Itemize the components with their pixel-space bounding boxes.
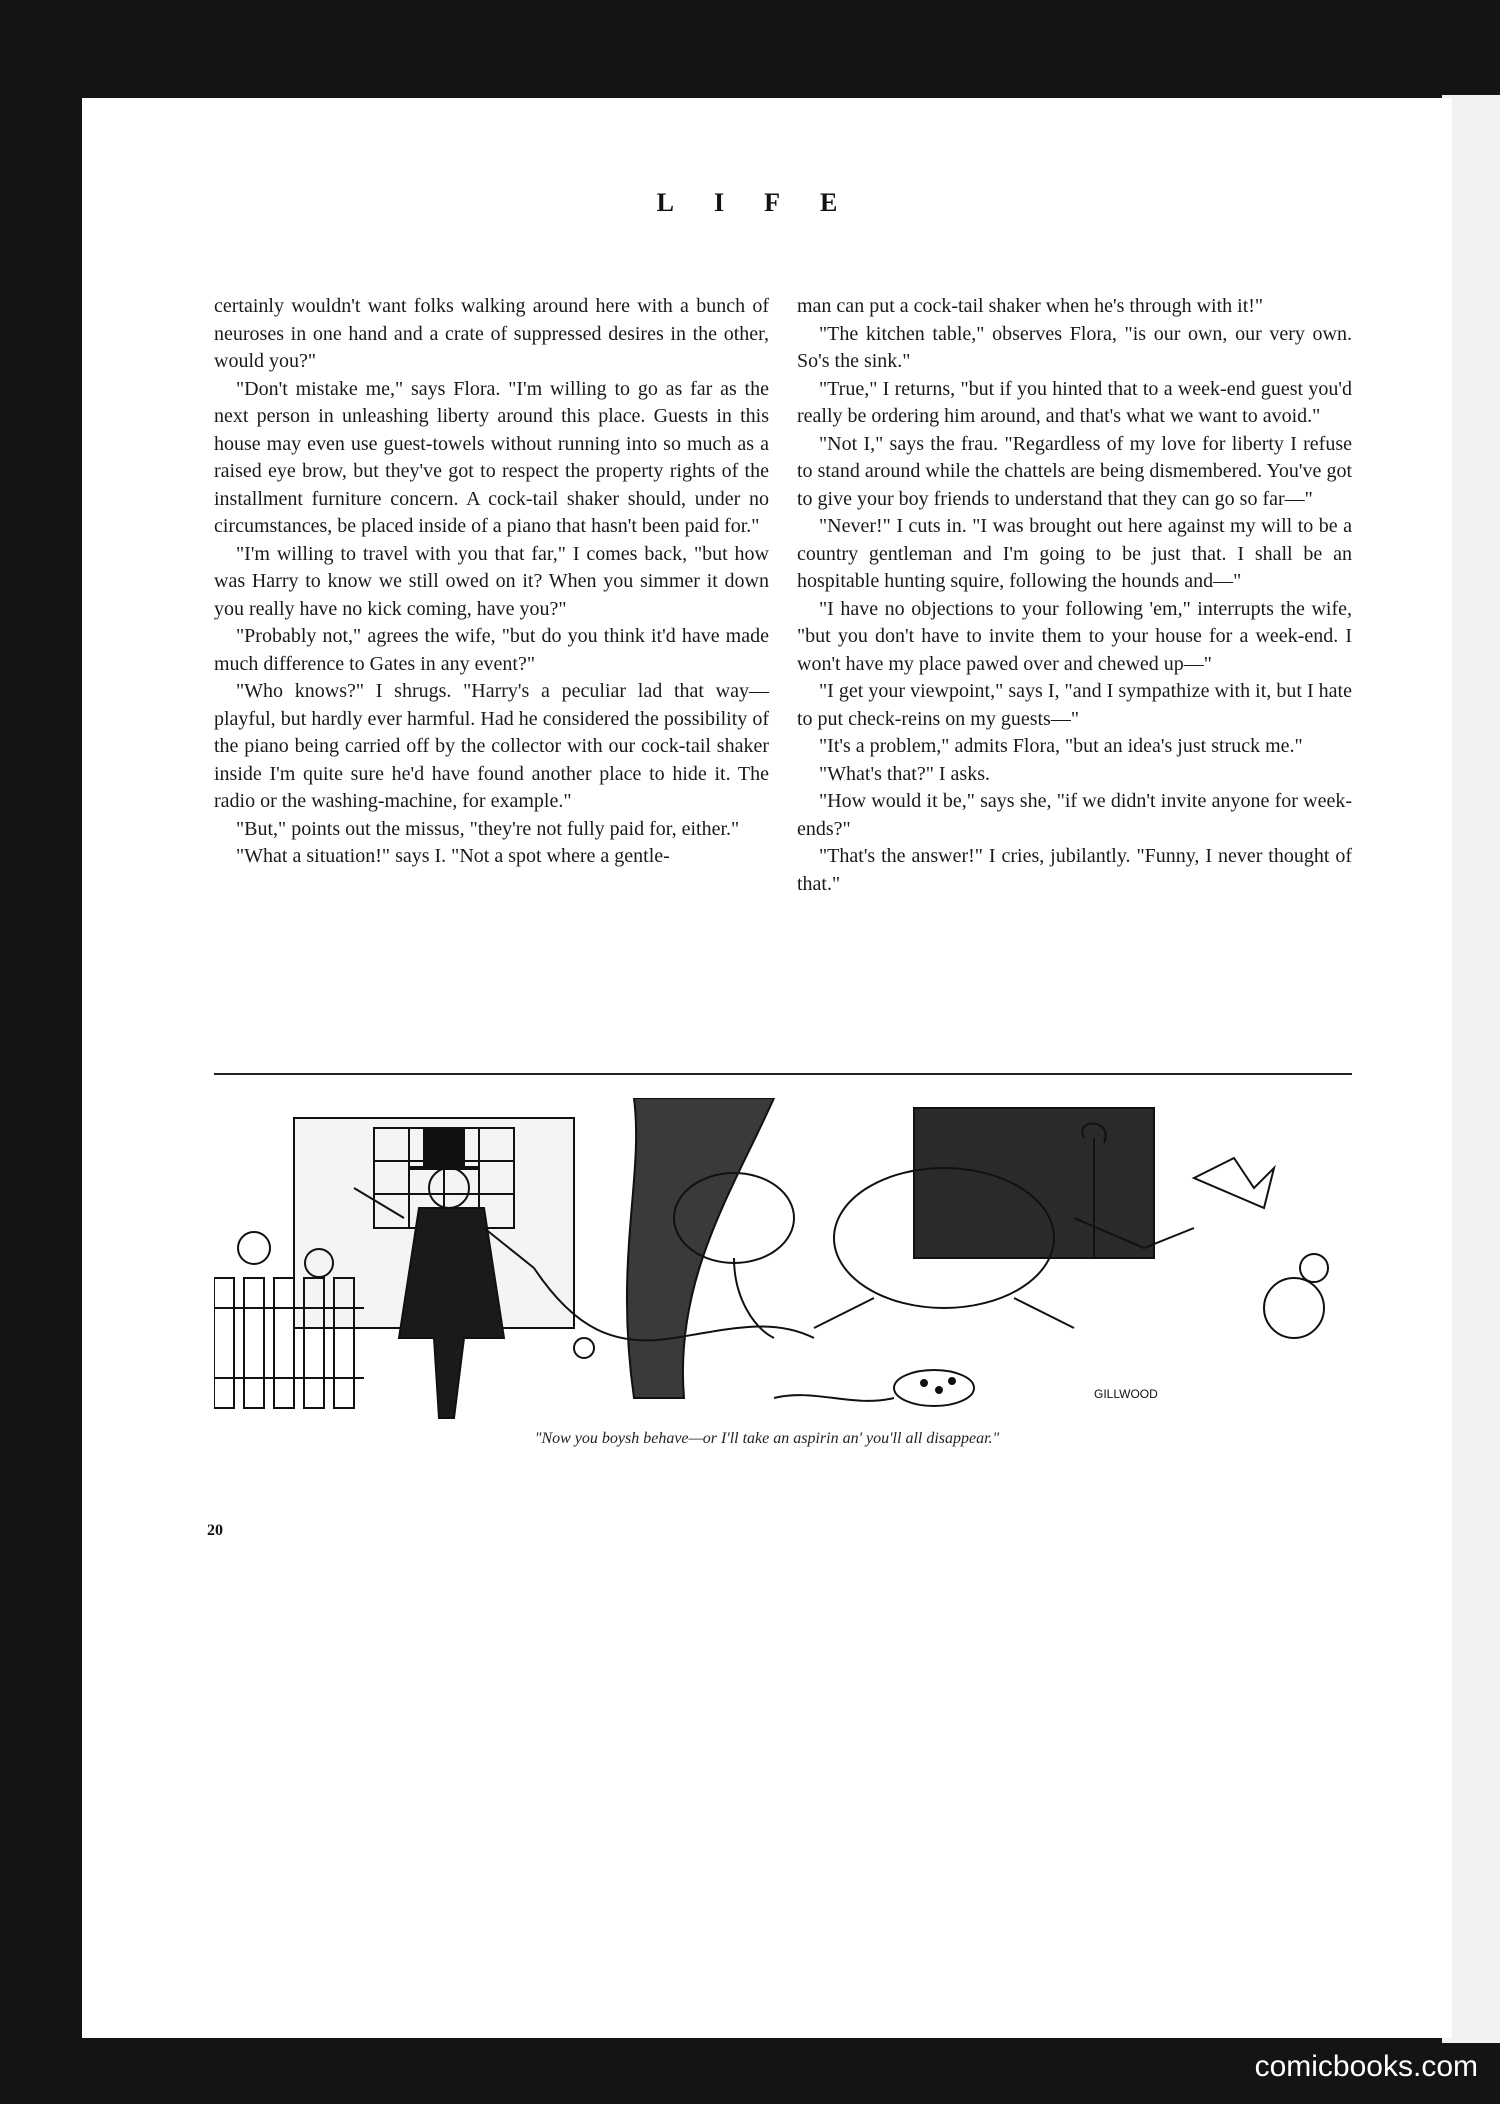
page-number: 20: [207, 1522, 223, 1539]
paragraph: "Not I," says the frau. "Regardless of my love for liberty I refuse to stand around while the chattels are being dismembered. You've got to give your boy friends to understand that they can go so far—": [797, 432, 1352, 510]
paragraph: certainly wouldn't want folks walking around here with a bunch of neuroses in one hand and a crate of suppressed desires in the other, would you?": [214, 295, 769, 372]
paragraph: "It's a problem," admits Flora, "but an idea's just struck me.": [819, 735, 1303, 757]
cartoon-caption: "Now you boysh behave—or I'll take an aspirin an' you'll all disappear.": [534, 1430, 1000, 1447]
paragraph: "I have no objections to your following 'em," interrupts the wife, "but you don't have to invite them to your house for a week-end. I won't have my place pawed over and chewed up—": [797, 597, 1352, 675]
paragraph: "What a situation!" says I. "Not a spot where a gentle-: [236, 845, 670, 867]
paragraph: "I'm willing to travel with you that far," I comes back, "but how was Harry to know we still owed on it? When you simmer it down you really have no kick coming, have you?": [214, 542, 769, 620]
paragraph: "Who knows?" I shrugs. "Harry's a peculiar lad that way—playful, but hardly ever harmful. Had he considered the possibility of the piano being carried off by the collector with our cock-tail shaker inside I'm quite sure he'd have found another place to hide it. The radio or the washing-machine, for example.": [214, 680, 769, 812]
magazine-page: [82, 98, 1452, 2038]
masthead: LIFE: [656, 188, 878, 217]
site-watermark: comicbooks.com: [1254, 2050, 1478, 2083]
paragraph: "How would it be," says she, "if we didn't invite anyone for week-ends?": [797, 790, 1352, 840]
left-text-column: [214, 293, 769, 871]
paragraph: "Probably not," agrees the wife, "but do you think it'd have made much difference to Gates in any event?": [214, 625, 769, 675]
paragraph: "That's the answer!" I cries, jubilantly. "Funny, I never thought of that.": [797, 845, 1352, 895]
paragraph: "What's that?" I asks.: [819, 762, 990, 785]
paragraph: "Never!" I cuts in. "I was brought out here against my will to be a country gentleman and I'm going to be just that. I shall be an hospitable hunting squire, following the hounds and—": [797, 515, 1352, 592]
paragraph: "But," points out the missus, "they're not fully paid for, either.": [236, 817, 740, 840]
paragraph: "I get your viewpoint," says I, "and I sympathize with it, but I hate to put check-reins on my guests—": [797, 680, 1352, 730]
paragraph: "The kitchen table," observes Flora, "is our own, our very own. So's the sink.": [797, 322, 1352, 372]
paragraph: "True," I returns, "but if you hinted that to a week-end guest you'd really be ordering him around, and that's what we want to avoid.": [797, 377, 1352, 427]
section-divider: [214, 1073, 1352, 1075]
paragraph: "Don't mistake me," says Flora. "I'm willing to go as far as the next person in unleashing liberty around this place. Guests in this house may even use guest-towels without running into so much as a raised eye brow, but they've got to respect the property rights of the installment furniture concern. A cock-tail shaker should, under no circumstances, be placed inside of a piano that hasn't been paid for.": [214, 377, 769, 537]
artist-signature: GILLWOOD: [1094, 1387, 1158, 1401]
paragraph: man can put a cock-tail shaker when he's through with it!": [797, 295, 1264, 317]
cartoon-illustration: [214, 1098, 1352, 1428]
right-text-column: [797, 293, 1352, 898]
